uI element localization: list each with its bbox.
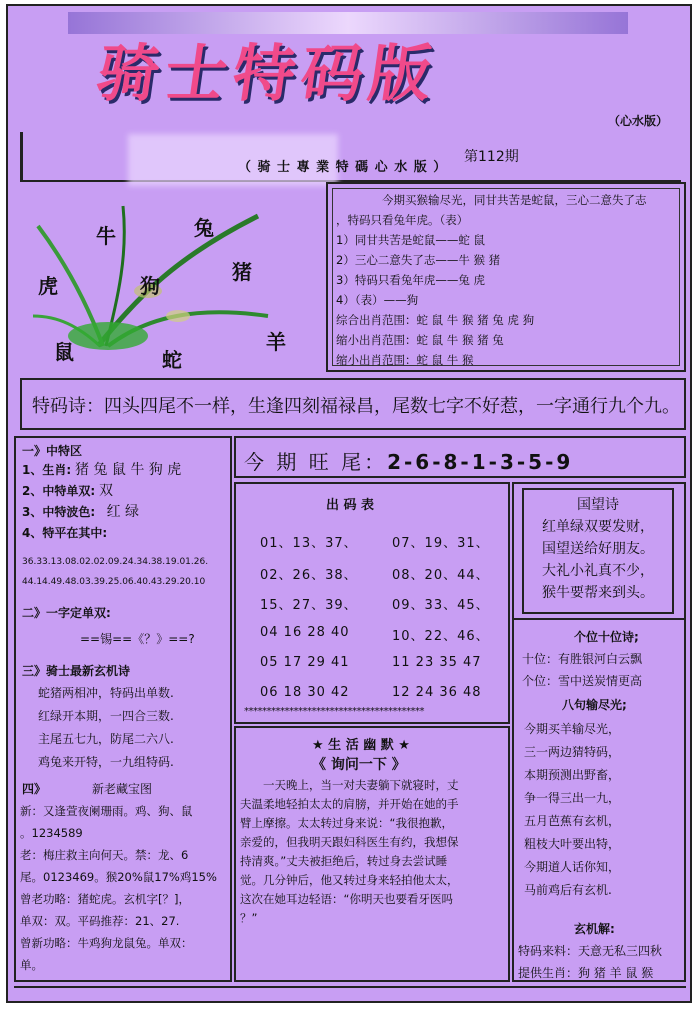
number-cell: 09、33、45、 [392,598,490,613]
intro-line: ，特码只看兔年虎。（表） [336,213,469,227]
lucky-tail: 今 期 旺 尾：2-6-8-1-3-5-9 [244,450,574,474]
zodiac-ox: 牛 [96,224,116,248]
intro-line: 综合出肖范围：蛇 鼠 牛 猴 猪 兔 虎 狗 [336,313,535,327]
number-cell: 06 18 30 42 [260,685,350,700]
humor-subtitle: 《 询问一下 》 [312,757,406,773]
intro-line: 3）特码只看兔年虎——兔 虎 [336,273,485,287]
list-item: 1、生肖: 猪 兔 鼠 牛 狗 虎 [22,462,182,478]
poem-text: 特码诗：四头四尾不一样，生逢四刻福禄昌，尾数七字不好惹，一字通行九个九。 [32,396,680,417]
humor-box [234,726,510,982]
poem-box [20,378,686,430]
zodiac-dog: 狗 [140,274,160,298]
left-column [14,436,232,982]
numbers-table [234,482,510,724]
treasure-map-lines: 新：又逢萱夜阑珊雨。鸡、狗、鼠 。1234589 老：梅庄救主向何天。禁：龙、6 尾。0123469。猴20%鼠17%鸡15% 曾老功略：猪蛇虎。玄机字[？]， 单双：双。平码推荐：21、27. 曾新功略：牛鸡狗龙鼠兔。单双： 单。 [20,804,217,972]
humor-text: 一天晚上，当一对夫妻躺下就寝时，丈 夫温柔地轻拍太太的肩膀，并开始在她的手 臂上摩擦。太太转过身来说：“我很抱歉， 亲爱的，但我明天跟妇科医生有约，我想保 持清爽。”丈夫被拒绝后，转过身去尝试睡 觉。几分钟后，他又转过身来轻拍他太太， 这次在她耳边轻语：“你明天也要看牙医吗 ？” [240,778,459,925]
section-title: 三》骑士最新玄机诗 [22,664,131,678]
star-divider: **************************************** [244,706,424,717]
odd-even-line: ==锡==《？》==? [80,632,195,646]
number-cell: 15、27、39、 [260,598,358,613]
number-cell: 01、13、37、 [260,536,358,551]
divider [514,618,684,620]
lucky-tail-box [234,436,686,478]
number-cell: 02、26、38、 [260,568,358,583]
section-title: 四》 [22,782,47,796]
number-cell: 08、20、44、 [392,568,490,583]
guowang-poem: 国望诗 红单绿双要发财， 国望送给好朋友。 大礼小礼真不少， 猴牛要帮来到头。 [522,488,674,614]
list-item: 4、特平在其中: [22,526,108,540]
xuanji-lines: 特码来料：天意无私三四秋 提供生肖：狗 猪 羊 鼠 猴 [518,944,663,980]
guowang-title: 国望诗 [577,497,619,513]
page-title: 骑士特码版 [92,37,443,110]
number-cell: 11 23 35 47 [392,655,482,670]
number-cell: 12 24 36 48 [392,685,482,700]
zodiac-pig: 猪 [232,260,252,284]
list-item: 2、中特单双: 双 [22,483,113,499]
numbers-title: 出 码 表 [326,498,375,513]
right-column [512,482,686,982]
number-cell: 04 16 28 40 [260,625,350,640]
zodiac-sheep: 羊 [266,330,286,354]
section-title: 一》中特区 [22,444,83,458]
xuanji-title: 玄机解: [574,922,615,936]
special-numbers: 36.33.13.08.02.02.09.24.34.38.19.01.26. 44.14.49.48.03.39.25.06.40.43.29.20.10 [22,557,209,587]
zodiac-tiger: 虎 [38,274,58,298]
digits-title: 个位十位诗; [574,630,639,644]
treasure-map-title: 新老藏宝图 [92,782,153,796]
number-cell: 07、19、31、 [392,536,490,551]
issue-number: 第112期 [464,149,519,165]
humor-title: ★ 生 活 幽 默 ★ [312,738,410,753]
section-title: 二》一字定单双: [22,606,111,620]
newspaper-page [6,4,692,1003]
intro-line: 缩小出肖范围：蛇 鼠 牛 猴 [336,353,474,367]
intro-text [336,190,676,370]
zodiac-rabbit: 兔 [194,216,214,240]
intro-line: 4）（表）——狗 [336,293,419,307]
subtitle: （ 骑 士 專 業 特 碼 心 水 版 ） [238,160,448,175]
edition-label: （心水版） [607,114,668,128]
number-cell: 05 17 29 41 [260,655,350,670]
intro-line: 缩小出肖范围：蛇 鼠 牛 猴 猪 兔 [336,333,504,347]
intro-line: 1）同甘共苦是蛇鼠——蛇 鼠 [336,233,485,247]
intro-box [326,182,686,372]
digits-lines: 十位：有胜银河白云飘 个位：雪中送炭情更高 [522,652,643,688]
intro-line: 2）三心二意失了志——牛 猴 猪 [336,253,501,267]
intro-line: 今期买猴输尽光，同甘共苦是蛇鼠，三心二意失了志 [382,193,647,207]
zodiac-rat: 鼠 [54,340,74,364]
zone-items [22,460,228,544]
bottom-bar [14,986,686,1002]
number-cell: 10、22、46、 [392,629,490,644]
eight-lines: 今期买羊输尽光， 三一两边猜特码， 本期预测出野畜， 争一得三出一九， 五月芭蕉有玄机， 粗枝大叶要出特， 今期道人话你知， 马前鸡后有玄机. [524,722,621,897]
eight-title: 八句输尽光; [562,698,627,712]
zodiac-snake: 蛇 [162,348,182,372]
list-item: 3、中特波色: 红 绿 [22,504,140,520]
mystery-poem: 蛇猪两相冲，特码出单数. 红绿开本期，一四合三数. 主尾五七九，防尾二六八. 鸡兔来开特，一九组特码. [38,686,174,769]
